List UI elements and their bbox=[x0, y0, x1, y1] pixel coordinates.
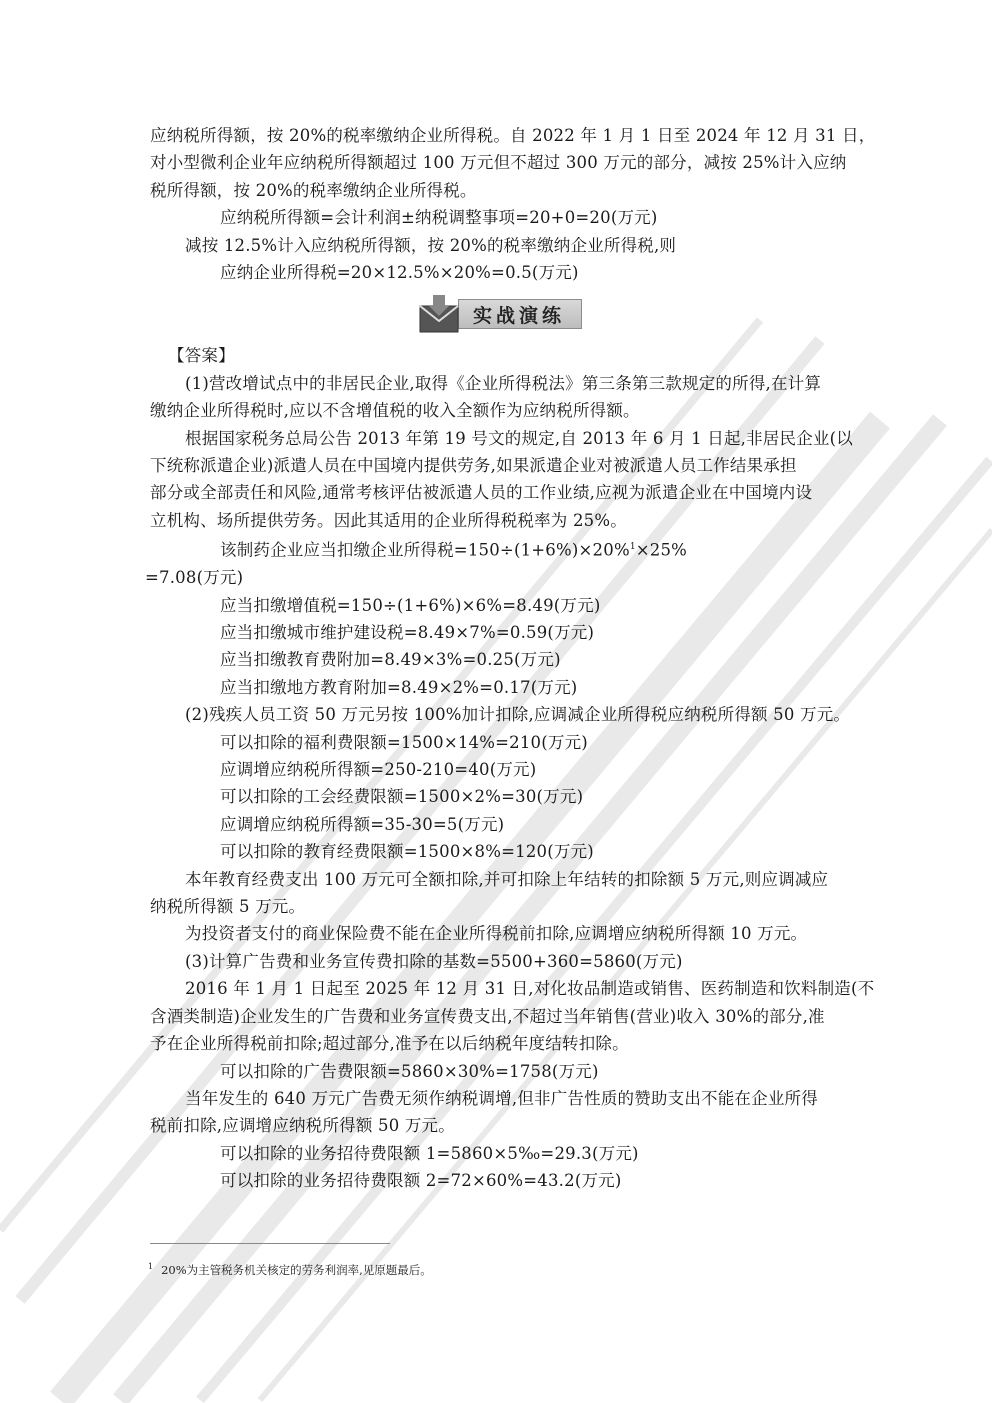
formula-line: 应纳企业所得税=20×12.5%×20%=0.5(万元) bbox=[220, 263, 579, 283]
formula-line: 应调增应纳税所得额=35-30=5(万元) bbox=[220, 814, 505, 834]
formula-line: 可以扣除的广告费限额=5860×30%=1758(万元) bbox=[220, 1061, 599, 1081]
text-line: (3)计算广告费和业务宣传费扣除的基数=5500+360=5860(万元) bbox=[185, 951, 683, 971]
footnote-number: 1 bbox=[148, 1262, 154, 1272]
formula-line: =7.08(万元) bbox=[145, 568, 244, 588]
text-line: (1)营改增试点中的非居民企业,取得《企业所得税法》第三条第三款规定的所得,在计算 bbox=[185, 373, 822, 393]
envelope-download-icon bbox=[418, 294, 462, 334]
footnote bbox=[148, 1262, 432, 1278]
text-line: 部分或全部责任和风险,通常考核评估被派遣人员的工作业绩,应视为派遣企业在中国境内设 bbox=[150, 483, 813, 503]
formula-line: 应当扣缴教育费附加=8.49×3%=0.25(万元) bbox=[220, 650, 561, 670]
text-line: 税所得额，按 20%的税率缴纳企业所得税。 bbox=[150, 180, 477, 200]
formula-line: 可以扣除的教育经费限额=1500×8%=120(万元) bbox=[220, 842, 594, 862]
text-line: 为投资者支付的商业保险费不能在企业所得税前扣除,应调增应纳税所得额 10 万元。 bbox=[185, 924, 808, 944]
text-line: 立机构、场所提供劳务。因此其适用的企业所得税税率为 25%。 bbox=[150, 510, 627, 530]
formula-line: 应纳税所得额=会计利润±纳税调整事项=20+0=20(万元) bbox=[220, 208, 658, 228]
formula-line: 应当扣缴地方教育附加=8.49×2%=0.17(万元) bbox=[220, 677, 578, 697]
footnote-divider bbox=[150, 1243, 390, 1244]
text-line: 应纳税所得额，按 20%的税率缴纳企业所得税。自 2022 年 1 月 1 日至 2024 年 12 月 31 日， bbox=[150, 126, 876, 145]
text-line: 纳税所得额 5 万元。 bbox=[150, 897, 306, 917]
formula-part: 该制药企业应当扣缴企业所得税=150÷(1+6%)×20% bbox=[220, 540, 630, 560]
text-line: 缴纳企业所得税时,应以不含增值税的收入全额作为应纳税所得额。 bbox=[150, 401, 640, 421]
formula-line: 应当扣缴增值税=150÷(1+6%)×6%=8.49(万元) bbox=[220, 595, 601, 615]
formula-line: 应调增应纳税所得额=250-210=40(万元) bbox=[220, 760, 537, 780]
document-body bbox=[145, 122, 876, 1195]
text-line: 对小型微利企业年应纳税所得额超过 100 万元但不超过 300 万元的部分，减按 25%计入应纳 bbox=[150, 153, 847, 173]
formula-line: 可以扣除的工会经费限额=1500×2%=30(万元) bbox=[220, 787, 584, 807]
formula-line: 应当扣缴城市维护建设税=8.49×7%=0.59(万元) bbox=[220, 623, 595, 642]
text-line: 含酒类制造)企业发生的广告费和业务宣传费支出,不超过当年销售(营业)收入 30%的部分,准 bbox=[150, 1006, 825, 1026]
text-line: (2)残疾人员工资 50 万元另按 100%加计扣除,应调减企业所得税应纳税所得额 50 万元。 bbox=[185, 705, 851, 725]
formula-part: ×25% bbox=[635, 540, 688, 560]
formula-line bbox=[150, 534, 850, 564]
footnote-marker: 1 bbox=[629, 542, 636, 553]
text-line: 税前扣除,应调增应纳税所得额 50 万元。 bbox=[150, 1116, 455, 1136]
text-line: 根据国家税务总局公告 2013 年第 19 号文的规定,自 2013 年 6 月 1 日起,非居民企业(以 bbox=[185, 428, 853, 448]
text-line: 本年教育经费支出 100 万元可全额扣除,并可扣除上年结转的扣除额 5 万元,则应调减应 bbox=[185, 869, 829, 889]
banner-title: 实战演练 bbox=[458, 299, 582, 329]
text-line: 予在企业所得税前扣除;超过部分,准予在以后纳税年度结转扣除。 bbox=[150, 1034, 629, 1054]
formula-line: 可以扣除的业务招待费限额 1=5860×5‰=29.3(万元) bbox=[220, 1143, 639, 1163]
text-line: 下统称派遣企业)派遣人员在中国境内提供劳务,如果派遣企业对被派遣人员工作结果承担 bbox=[150, 456, 797, 476]
text-line: 2016 年 1 月 1 日起至 2025 年 12 月 31 日,对化妆品制造或销售、医药制造和饮料制造(不 bbox=[185, 979, 875, 999]
answer-heading: 【答案】 bbox=[168, 346, 235, 366]
text-line: 当年发生的 640 万元广告费无须作纳税调增,但非广告性质的赞助支出不能在企业所得 bbox=[185, 1088, 818, 1108]
footnote-text: 20%为主管税务机关核定的劳务利润率,见原题最后。 bbox=[161, 1263, 432, 1277]
text-line: 减按 12.5%计入应纳税所得额，按 20%的税率缴纳企业所得税,则 bbox=[185, 235, 677, 255]
section-banner bbox=[150, 288, 850, 340]
formula-line: 可以扣除的业务招待费限额 2=72×60%=43.2(万元) bbox=[220, 1171, 622, 1191]
formula-line: 可以扣除的福利费限额=1500×14%=210(万元) bbox=[220, 732, 588, 752]
